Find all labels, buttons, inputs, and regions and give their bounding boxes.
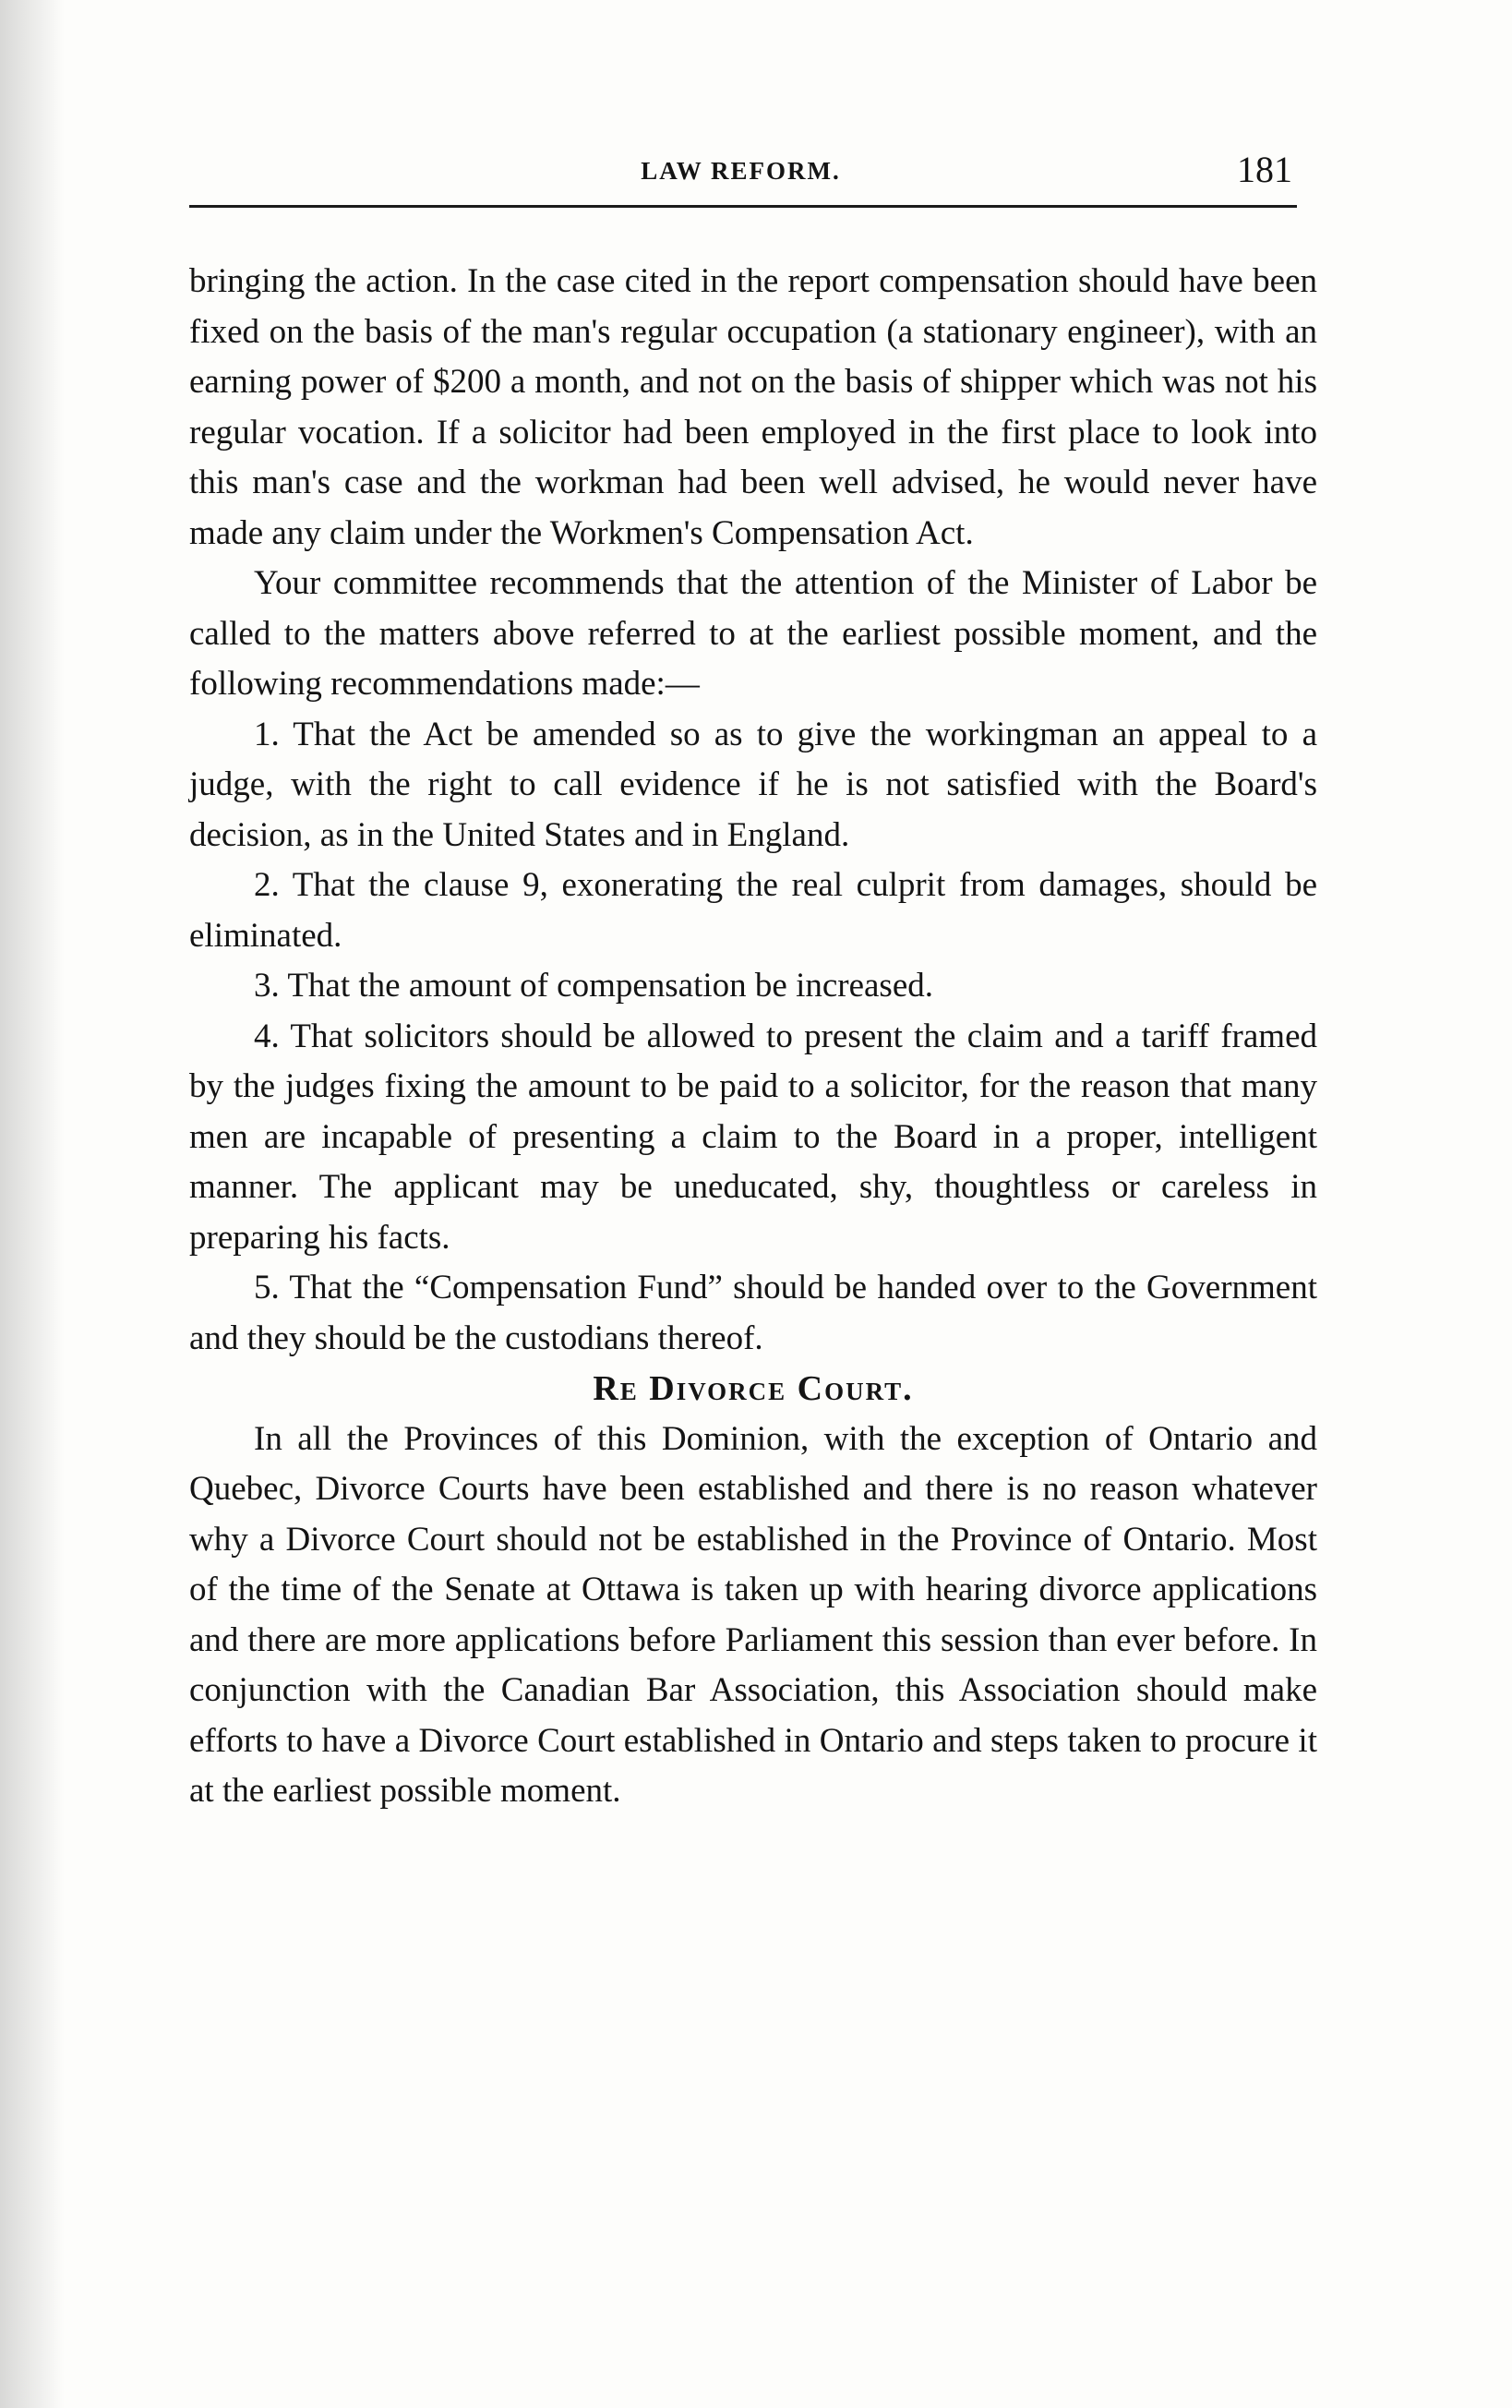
page-number: 181 bbox=[1237, 149, 1292, 190]
body-text bbox=[189, 257, 1317, 1817]
section-heading: Re Divorce Court. bbox=[593, 1369, 914, 1408]
paragraph-committee-recommendation: Your committee recommends that the attention of the Minister of Labor be called to the matters above referred to at the earliest possible moment, and the following recommendations made:— bbox=[189, 564, 1317, 703]
paragraph-continuation: bringing the action. In the case cited in the report compensation should have been fixed on the basis of the man's regular occupation (a stationary engineer), with an earning power of $200 a month, and not on the basis of shipper which was not his regular vocation. If a solicitor had been employed in the first place to look into this man's case and the workman had been well advised, he would never have made any claim under the Workmen's Compensation Act. bbox=[189, 262, 1317, 552]
recommendation-item-5: 5. That the “Compensation Fund” should be handed over to the Government and they should be the custodians thereof. bbox=[189, 1269, 1317, 1357]
paragraph-divorce-court: In all the Provinces of this Dominion, with the exception of Ontario and Quebec, Divorce Courts have been established and there is no reason whatever why a Divorce Court should not be established in the Province of Ontario. Most of the time of the Senate at Ottawa is taken up with hearing divorce applications and there are more applications before Parliament this session than ever before. In conjunction with the Canadian Bar Association, this Association should make efforts to have a Divorce Court established in Ontario and steps taken to procure it at the earliest possible moment. bbox=[189, 1419, 1317, 1810]
recommendation-item-2: 2. That the clause 9, exonerating the real culprit from damages, should be eliminated. bbox=[189, 866, 1317, 955]
header-rule bbox=[189, 205, 1297, 208]
running-title: LAW REFORM. bbox=[641, 157, 841, 185]
running-head bbox=[189, 148, 1292, 194]
recommendation-item-4: 4. That solicitors should be allowed to present the claim and a tariff framed by the judges fixing the amount to be paid to a solicitor, for the reason that many men are incapable of presenting a claim to the Board in a proper, intelligent manner. The applicant may be uneducated, shy, thoughtless or careless in preparing his facts. bbox=[189, 1017, 1317, 1257]
recommendation-item-3: 3. That the amount of compensation be increased. bbox=[254, 967, 934, 1005]
page-edge-shadow bbox=[0, 0, 65, 2408]
recommendation-item-1: 1. That the Act be amended so as to give the workingman an appeal to a judge, with the right to call evidence if he is not satisfied with the Board's decision, as in the United States and in England. bbox=[189, 715, 1317, 854]
